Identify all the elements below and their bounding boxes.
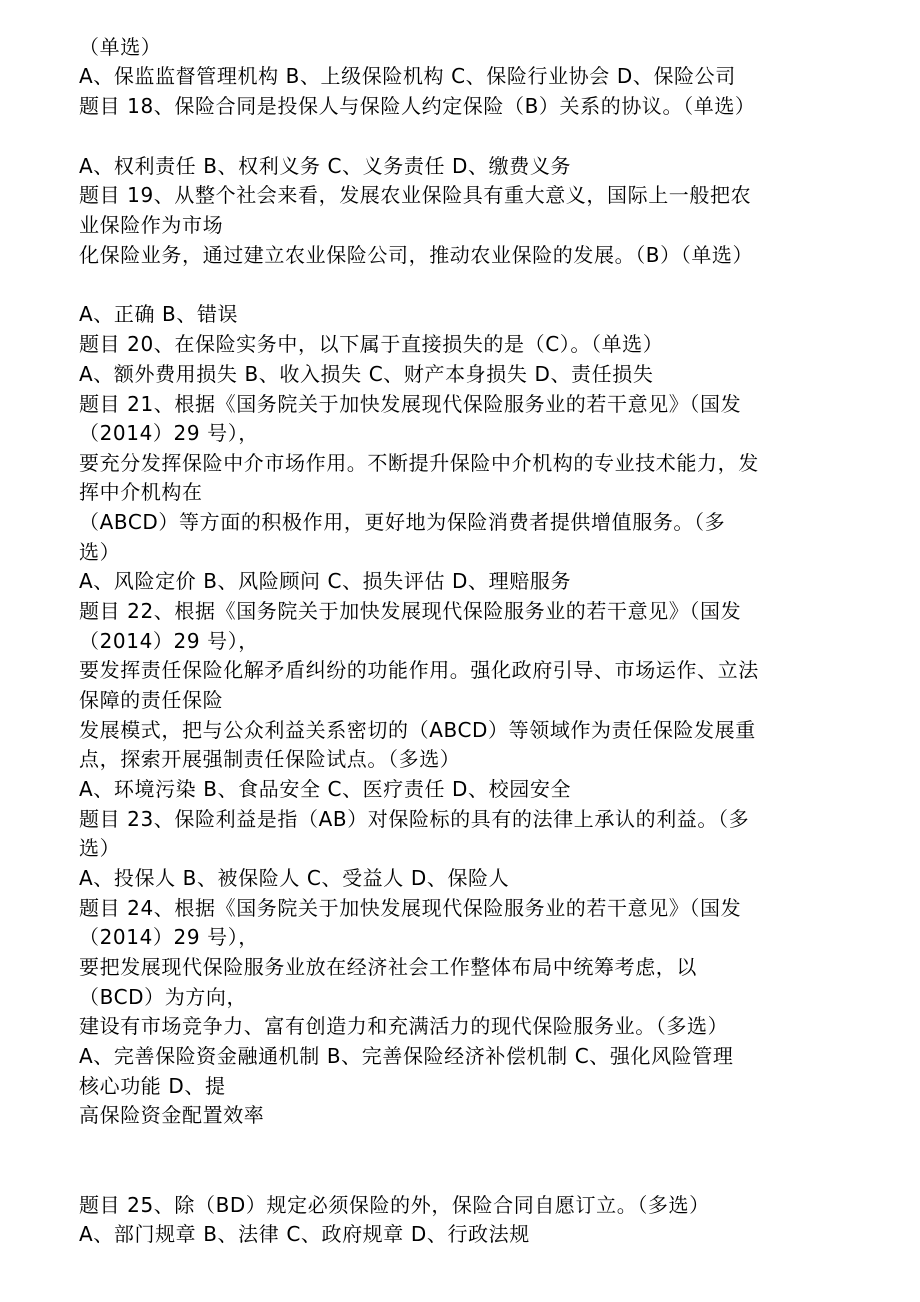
text-line: 高保险资金配置效率 xyxy=(79,1103,265,1127)
text-line: 题目 18、保险合同是投保人与保险人约定保险（B）关系的协议。（单选） xyxy=(79,94,756,118)
text-line: 题目 24、根据《国务院关于加快发展现代保险服务业的若干意见》（国发 xyxy=(79,896,742,920)
text-line: 挥中介机构在 xyxy=(79,480,203,504)
text-line: 要发挥责任保险化解矛盾纠纷的功能作用。强化政府引导、市场运作、立法 xyxy=(79,658,759,682)
text-line: A、权利责任 B、权利义务 C、义务责任 D、缴费义务 xyxy=(79,154,572,178)
text-line: 题目 25、除（BD）规定必须保险的外，保险合同自愿订立。（多选） xyxy=(79,1193,710,1217)
text-line: 点，探索开展强制责任保险试点。（多选） xyxy=(79,747,461,771)
text-line: 要充分发挥保险中介市场作用。不断提升保险中介机构的专业技术能力，发 xyxy=(79,451,759,475)
text-line: A、正确 B、错误 xyxy=(79,302,239,326)
text-line: 题目 19、从整个社会来看，发展农业保险具有重大意义，国际上一般把农 xyxy=(79,183,752,207)
text-line: （ABCD）等方面的积极作用，更好地为保险消费者提供增值服务。（多 xyxy=(79,510,726,534)
text-line: （2014）29 号）， xyxy=(79,925,259,949)
text-line: （2014）29 号）， xyxy=(79,629,259,653)
text-line: 保障的责任保险 xyxy=(79,688,224,712)
text-line: 选） xyxy=(79,540,121,564)
text-line: A、保监监督管理机构 B、上级保险机构 C、保险行业协会 D、保险公司 xyxy=(79,64,736,88)
text-line: A、投保人 B、被保险人 C、受益人 D、保险人 xyxy=(79,866,510,890)
text-line: 化保险业务，通过建立农业保险公司，推动农业保险的发展。（B）（单选） xyxy=(79,243,754,267)
text-line: A、部门规章 B、法律 C、政府规章 D、行政法规 xyxy=(79,1222,530,1246)
text-line: （BCD）为方向， xyxy=(79,985,248,1009)
text-line: 建设有市场竞争力、富有创造力和充满活力的现代保险服务业。（多选） xyxy=(79,1014,729,1038)
text-line: A、额外费用损失 B、收入损失 C、财产本身损失 D、责任损失 xyxy=(79,362,654,386)
text-line: 核心功能 D、提 xyxy=(79,1074,226,1098)
text-line: 题目 20、在保险实务中，以下属于直接损失的是（C）。（单选） xyxy=(79,332,664,356)
text-line: 题目 22、根据《国务院关于加快发展现代保险服务业的若干意见》（国发 xyxy=(79,599,742,623)
text-line: （2014）29 号）， xyxy=(79,421,259,445)
text-line: A、环境污染 B、食品安全 C、医疗责任 D、校园安全 xyxy=(79,777,572,801)
text-line: 要把发展现代保险服务业放在经济社会工作整体布局中统筹考虑，以 xyxy=(79,955,697,979)
text-line: A、完善保险资金融通机制 B、完善保险经济补偿机制 C、强化风险管理 xyxy=(79,1044,734,1068)
text-line: （单选） xyxy=(79,35,162,59)
text-line: 题目 23、保险利益是指（AB）对保险标的具有的法律上承认的利益。（多 xyxy=(79,807,750,831)
text-line: 题目 21、根据《国务院关于加快发展现代保险服务业的若干意见》（国发 xyxy=(79,392,742,416)
text-line: 发展模式，把与公众利益关系密切的（ABCD）等领域作为责任保险发展重 xyxy=(79,718,756,742)
text-line: A、风险定价 B、风险顾问 C、损失评估 D、理赔服务 xyxy=(79,569,572,593)
text-line: 选） xyxy=(79,836,121,860)
text-line: 业保险作为市场 xyxy=(79,213,224,237)
